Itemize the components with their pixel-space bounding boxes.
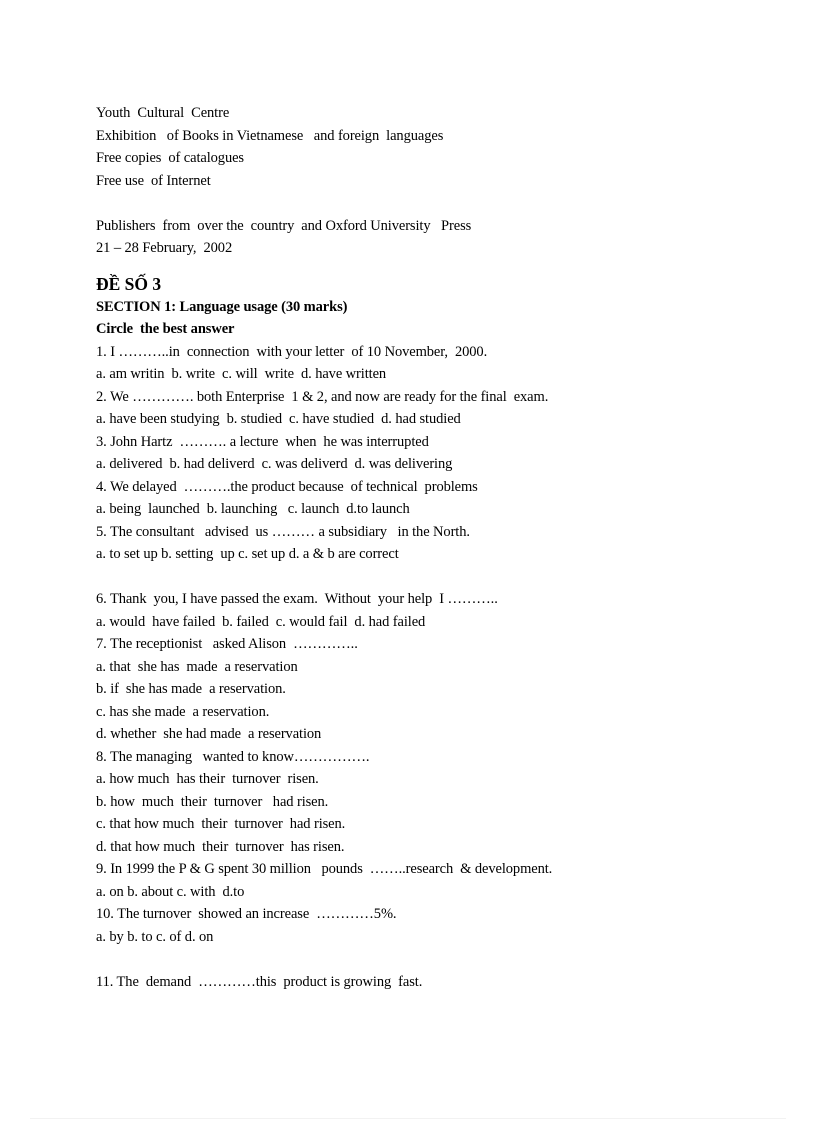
question-1-options: a. am writin b. write c. will write d. have written	[96, 366, 387, 382]
question-8-option-d: d. that how much their turnover has risen.	[96, 838, 345, 855]
question-4: 4. We delayed ……….the product because of technical problems	[96, 478, 478, 495]
question-8-option-a: a. how much has their turnover risen.	[96, 771, 319, 787]
page-bottom-edge	[30, 1118, 786, 1119]
exam-title: ĐỀ SỐ 3	[96, 273, 162, 294]
spacer	[96, 192, 776, 215]
question-4-options: a. being launched b. launching c. launch d.to launch	[96, 501, 410, 517]
notice-publishers: Publishers from over the country and Oxford University Press	[96, 217, 472, 234]
question-7-option-a: a. that she has made a reservation	[96, 658, 298, 675]
question-7: 7. The receptionist asked Alison …………..	[96, 636, 358, 652]
question-3-options: a. delivered b. had deliverd c. was deliverd d. was delivering	[96, 456, 453, 472]
question-10: 10. The turnover showed an increase …………5%.	[96, 906, 397, 922]
question-9-options: a. on b. about c. with d.to	[96, 883, 245, 900]
notice-line-exhibition: Exhibition of Books in Vietnamese and foreign languages	[96, 127, 444, 144]
notice-line-internet: Free use of Internet	[96, 172, 211, 189]
notice-line-venue: Youth Cultural Centre	[96, 105, 230, 121]
spacer	[96, 948, 776, 971]
question-3: 3. John Hartz ………. a lecture when he was interrupted	[96, 433, 429, 450]
spacer	[96, 566, 776, 589]
question-7-option-b: b. if she has made a reservation.	[96, 681, 286, 697]
question-5-options: a. to set up b. setting up c. set up d. a & b are correct	[96, 546, 399, 562]
question-10-options: a. by b. to c. of d. on	[96, 928, 214, 945]
question-6-options: a. would have failed b. failed c. would fail d. had failed	[96, 613, 426, 630]
question-8: 8. The managing wanted to know…………….	[96, 748, 370, 765]
section-title: SECTION 1: Language usage (30 marks)	[96, 298, 348, 315]
question-8-option-c: c. that how much their turnover had risen.	[96, 816, 346, 832]
question-2: 2. We …………. both Enterprise 1 & 2, and now are ready for the final exam.	[96, 388, 549, 405]
question-7-option-c: c. has she made a reservation.	[96, 703, 270, 720]
notice-line-catalogues: Free copies of catalogues	[96, 150, 244, 166]
document-content	[96, 102, 776, 993]
question-11: 11. The demand …………this product is growing fast.	[96, 973, 423, 990]
question-6: 6. Thank you, I have passed the exam. Without your help I ………..	[96, 591, 498, 607]
question-9: 9. In 1999 the P & G spent 30 million pounds ……..research & development.	[96, 861, 553, 877]
notice-date: 21 – 28 February, 2002	[96, 240, 233, 256]
question-2-options: a. have been studying b. studied c. have studied d. had studied	[96, 411, 461, 427]
instruction: Circle the best answer	[96, 321, 235, 337]
question-8-option-b: b. how much their turnover had risen.	[96, 793, 329, 810]
question-5: 5. The consultant advised us ……… a subsidiary in the North.	[96, 523, 470, 540]
question-1: 1. I ………..in connection with your letter of 10 November, 2000.	[96, 343, 488, 360]
question-7-option-d: d. whether she had made a reservation	[96, 726, 322, 742]
